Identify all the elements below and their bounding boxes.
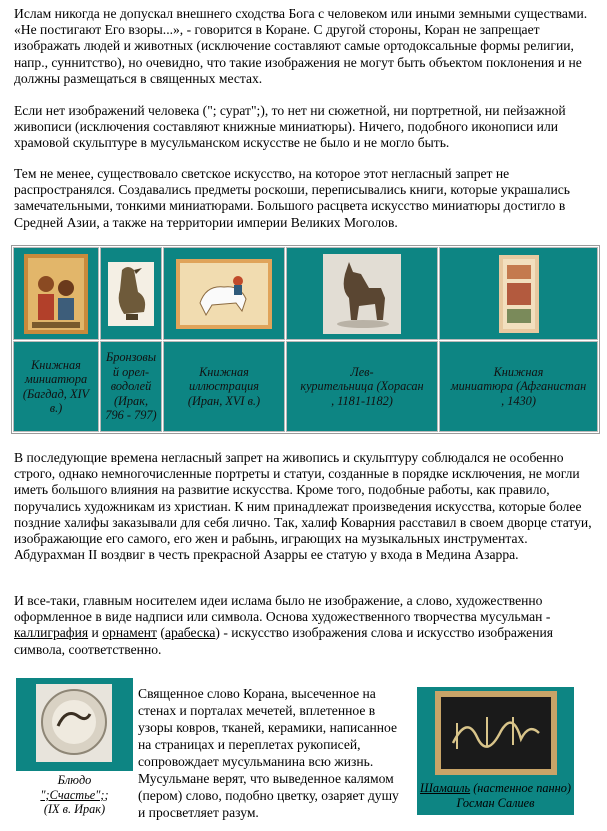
gallery-image-lion-burner: [286, 247, 438, 340]
caption-afghan-miniature: Книжная миниатюра (Афганистан , 1430): [439, 341, 598, 432]
shamail-panel-image: [417, 687, 574, 780]
ornament-link[interactable]: орнамент: [102, 625, 157, 641]
miniature-afghan-image: [499, 255, 539, 333]
secular-art-paragraph: Тем не менее, существовало светское искусство, на которое этот негласный запрет не распространялся. Создавались предметы роскоши, переписывались книги, которые украшались замечательными, тонкими миниатюрами. Большого расцвета искусство миниатюры достигло в Средней Азии, а также на территории империи Великих Моголов.: [14, 166, 570, 230]
caption-lion-burner: Лев- курительница (Хорасан , 1181-1182): [286, 341, 438, 432]
shamail-link[interactable]: Шамаиль: [420, 781, 471, 795]
caption-bronze-eagle: Бронзовы й орел- водолей (Ирак, 796 - 797): [100, 341, 162, 432]
lion-burner-image: [323, 254, 401, 334]
later-times-paragraph: В последующие времена негласный запрет на живопись и скульптуру соблюдался не особенно строго, однако немногочисленные портреты и статуи, созданные в порядке исключения, не могли иметь большого влияния на развитие искусства. Кроме того, подобные работы, как правило, поручались художникам из христиан. К ним принадлежат произведения искусства, которые более поздние халифы заказывали для себя лично. Так, халиф Коварния расставил в своем дворце статуи, изображающие его самого, его жен и рабынь, играющих на музыкальных инструментах. Абдурахман II воздвиг в честь прекрасной Азарры ее статую у входа в Медина Азарра.: [14, 450, 592, 563]
no-images-paragraph: Если нет изображений человека ("; сурат";), то нет ни сюжетной, ни портретной, ни пейзажной живописи (исключения составляют книжные миниатюры). Ничего, подобного иконописи или храмовой скульптуре в мусульманском искусстве не было и не могло быть.: [14, 103, 566, 151]
caption-iran-illustration: Книжная иллюстрация (Иран, XVI в.): [163, 341, 285, 432]
art-gallery-table: [11, 245, 600, 434]
miniature-baghdad-image: [24, 254, 88, 334]
calligraphy-link[interactable]: каллиграфия: [14, 625, 89, 641]
iran-illustration-image: [176, 259, 272, 329]
caption-baghdad-miniature: Книжная миниатюра (Багдад, XIV в.): [13, 341, 99, 432]
gallery-image-baghdad-miniature: [13, 247, 99, 340]
calligraphy-paragraph: И все-таки, главным носителем идеи ислама было не изображение, а слово, художественно оформленное в виде надписи или символа. Основа художественного творчества мусульман - каллиграфия и орнамент (арабеска) - искусство изображения слова и искусство изображения символа, соответственно.: [14, 593, 554, 657]
shamail-caption: Шамаиль (настенное панно) Госман Салиев: [417, 780, 574, 814]
gallery-image-iran-illustration: [163, 247, 285, 340]
gallery-image-afghan-miniature: [439, 247, 598, 340]
intro-paragraph: Ислам никогда не допускал внешнего сходства Бога с человеком или иными земными существами. «Не постигают Его взоры...», - говорится в Коране. С другой стороны, Коран не запрещает изображать людей и животных (исключение составляют самые ортодоксальные формы религии, напр., суннитство), но очевидно, что такие изображения не могут быть объектом поклонения и не должны размещаться в священных местах.: [14, 6, 588, 86]
sacred-word-paragraph: Священное слово Корана, высеченное на стенах и порталах мечетей, вплетенное в узоры ковров, тканей, керамики, написанное на страницах и переплетах рукописей, сопровождает мусульманина всю жизнь. Мусульмане верят, что выведенное калямом (пером) слово, подобно цветку, озаряет душу и просветляет разум.: [138, 686, 399, 820]
bronze-eagle-image: [108, 262, 154, 326]
calligraphy-intro: И все-таки, главным носителем идеи ислама было не изображение, а слово, художественно оформленное в виде надписи или символа. Основа художественного творчества мусульман -: [14, 593, 551, 625]
bowl-happiness-link[interactable]: ";Счастье";: [40, 787, 105, 802]
bowl-happiness-image: [16, 678, 133, 771]
gallery-image-bronze-eagle: [100, 247, 162, 340]
conjunction-text: и: [91, 625, 99, 641]
arabesque-link[interactable]: арабеска: [164, 625, 216, 641]
calligraphy-outro: - искусство изображения слова и искусство изображения символа, соответственно.: [14, 625, 554, 657]
bowl-caption: Блюдо ";Счастье";; (IX в. Ирак): [16, 771, 133, 821]
